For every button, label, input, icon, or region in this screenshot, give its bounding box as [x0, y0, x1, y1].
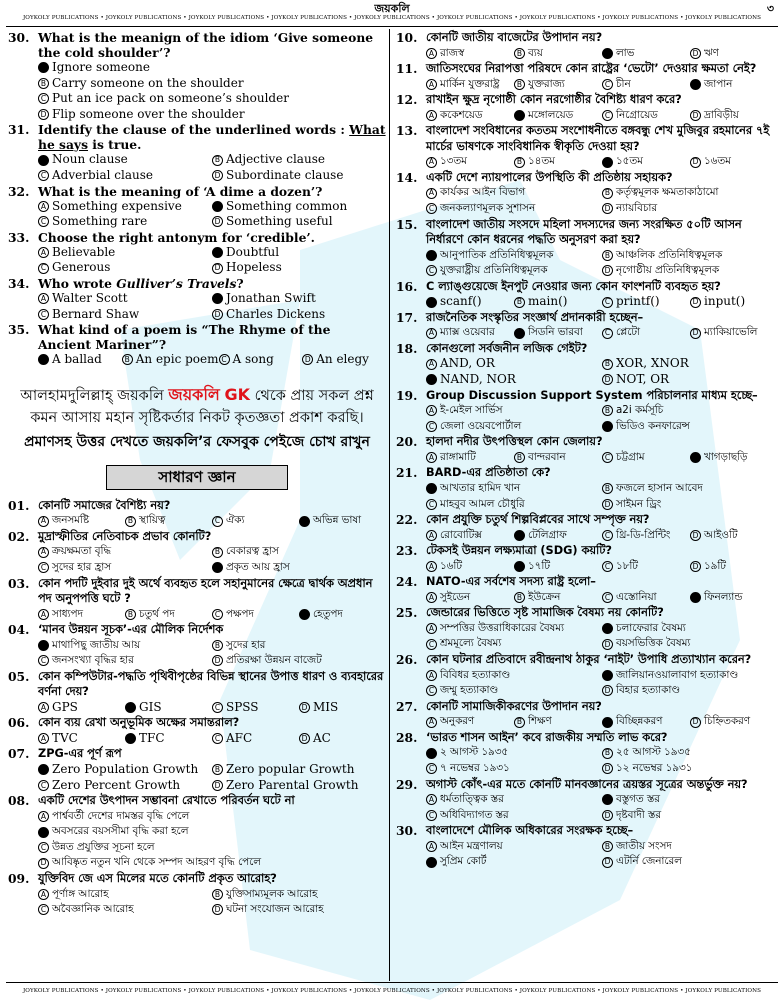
question-16: 16. C ল্যাঙ্গুয়েজে ইনপুট নেওয়ার জন্য কোন ফাংশনটি ব্যবহৃত হয়? scanf() B main() C printf() D input()	[396, 279, 778, 310]
option-a-marker: A	[426, 110, 437, 121]
option-d-marker: D	[302, 354, 313, 365]
question-text: কোনগুলো সর্বজনীন লজিক গেইট?	[426, 341, 588, 355]
question-25: 25. জেন্ডারের ভিত্তিতে সৃষ্ট সামাজিক বৈষম্য নয় কোনটি? A সম্পত্তির উত্তরাধিকারের বৈষম্য চলাফেরার বৈষম্য C শ্রমমূল্যে বৈষম্য D বয়সভিত্তিক বৈষম্য	[396, 605, 778, 652]
question-34: 34. Who wrote Gulliver’s Travels? A Walter Scott Jonathan Swift C Bernard Shaw D Charles Dickens	[8, 276, 386, 322]
answer-marker	[299, 609, 310, 620]
question-text: NATO-এর সর্বশেষ সদস্য রাষ্ট্র হলো–	[426, 575, 596, 589]
option-b-marker: B	[514, 717, 525, 728]
option-c-marker: C	[38, 170, 49, 181]
option-d-marker: D	[602, 374, 613, 385]
option-d-marker: D	[602, 857, 613, 868]
option-c-marker: C	[602, 79, 613, 90]
option-b-marker: B	[125, 516, 136, 527]
option-a-marker: A	[38, 201, 49, 212]
answer-marker	[426, 297, 437, 308]
option-c-marker: C	[426, 265, 437, 276]
question-01: 01. কোনটি সমাজের বৈশিষ্ট্য নয়? A জনসমষ্টি B স্থায়িত্ব C ঐক্য অভিন্ন ভাষা	[8, 498, 386, 529]
option-d-marker: D	[602, 763, 613, 774]
option-d-marker: D	[690, 328, 701, 339]
option-d-marker: D	[38, 109, 49, 120]
option-a-marker: A	[426, 79, 437, 90]
answer-marker	[514, 328, 525, 339]
answer-marker	[212, 562, 223, 573]
question-13: 13. বাংলাদেশ সংবিধানের কততম সংশোধনীতে বঙ্গবন্ধু শেখ মুজিবুর রহমানের ৭ই মার্চের ভাষণকে সাংবিধানিক স্বীকৃতি দেওয়া হয়? A ১৩তম B ১৪তম ১৫তম D ১৬তম	[396, 123, 778, 170]
option-d-marker: D	[690, 297, 701, 308]
option-d-marker: D	[690, 157, 701, 168]
answer-marker	[212, 293, 223, 304]
option-b-marker: B	[212, 547, 223, 558]
option-d-marker: D	[212, 170, 223, 181]
option-a-marker: A	[426, 794, 437, 805]
option-c-marker: C	[38, 904, 49, 915]
question-text: ‘মানব উন্নয়ন সূচক’-এর মৌলিক নির্দেশক	[38, 623, 224, 637]
option-d-marker: D	[602, 685, 613, 696]
option-d-marker: D	[690, 561, 701, 572]
question-29: 29. অগাস্ট কোঁৎ-এর মতে কোনটি মানবজ্ঞানের ত্রয়স্তর সূত্রের অন্তর্ভুক্ত নয়? A ধর্মতাত্ত্বিক স্তর বস্তুগত স্তর C অধিবিদ্যাগত স্তর D দৃষ্টবাদী স্তর	[396, 777, 778, 824]
answer-marker	[426, 483, 437, 494]
question-text: মুদ্রাস্ফীতির নেতিবাচক প্রভাব কোনটি?	[38, 529, 212, 543]
option-c-marker: C	[602, 561, 613, 572]
question-21: 21. BARD-এর প্রতিষ্ঠাতা কে? আখতার হামিদ খান B ফজলে হাসান আবেদ C মাহবুব আমল চৌধুরি D সাইমন ড্রিং	[396, 465, 778, 512]
answer-marker	[426, 374, 437, 385]
option-d-marker: D	[690, 530, 701, 541]
answer-marker	[602, 157, 613, 168]
answer-marker	[602, 794, 613, 805]
answer-marker	[602, 717, 613, 728]
option-c-marker: C	[602, 530, 613, 541]
option-c-marker: C	[602, 592, 613, 603]
answer-marker	[690, 592, 701, 603]
option-b-marker: B	[122, 354, 133, 365]
question-text: কোন কম্পিউটার-পদ্ধতি পৃথিবীপৃষ্ঠের বিভিন্ন স্থানের উপাত্ত ধারণ ও ব্যবহারের বর্ণনা দেয়?	[38, 669, 384, 699]
option-b-marker: B	[602, 188, 613, 199]
option-b-marker: B	[602, 405, 613, 416]
question-text: কোনটি সমাজের বৈশিষ্ট্য নয়?	[38, 498, 171, 512]
option-b-marker: B	[38, 78, 49, 89]
option-d-marker: D	[212, 780, 223, 791]
question-10: 10. কোনটি জাতীয় বাজেটের উপাদান নয়? A রাজস্ব B ব্যয় লাভ D ঋণ	[396, 30, 778, 61]
option-a-marker: A	[426, 530, 437, 541]
question-08: 08. একটি দেশের উৎপাদন সম্ভাবনা রেখাতে পরিবর্তন ঘটে না A পার্শ্ববর্তী দেশের দামস্তর বৃদ্ধি পেলে অবসরের বয়সসীমা বৃদ্ধি করা হলে C উন্নত প্রযুক্তির সূচনা হলে D আবিষ্কৃত নতুন খনি থেকে সম্পদ আহরণ বৃদ্ধি পেলে	[8, 793, 386, 871]
question-15: 15. বাংলাদেশ জাতীয় সংসদে মহিলা সদস্যদের জন্য সংরক্ষিত ৫০টি আসন নির্ধারণে কোন ধরনের পদ্ধতি অনুসরণ করা হয়? আনুপাতিক প্রতিনিধিত্বমূলক B আঞ্চলিক প্রতিনিধিত্বমূলক C যুক্তরাষ্ট্রীয় প্রতিনিধিত্বমূলক D নৃগোষ্ঠীয় প্রতিনিধিত্বমূলক	[396, 217, 778, 279]
answer-marker	[602, 48, 613, 59]
question-05: 05. কোন কম্পিউটার-পদ্ধতি পৃথিবীপৃষ্ঠের বিভিন্ন স্থানের উপাত্ত ধারণ ও ব্যবহারের বর্ণনা দেয়? A GPS GIS C SPSS D MIS	[8, 669, 386, 716]
option-c-marker: C	[426, 639, 437, 650]
question-text: BARD-এর প্রতিষ্ঠাতা কে?	[426, 466, 551, 480]
question-text: What is the meanign of the idiom ‘Give someone the cold shoulder’?	[38, 30, 374, 60]
option-c-marker: C	[38, 216, 49, 227]
option-b-marker: B	[514, 79, 525, 90]
option-b-marker: B	[212, 155, 223, 166]
question-text: What kind of a poem is “The Rhyme of the Ancient Mariner”?	[38, 322, 331, 353]
option-a-marker: A	[426, 717, 437, 728]
option-c-marker: C	[38, 780, 49, 791]
option-c-marker: C	[38, 309, 49, 320]
question-text: একটি দেশের উৎপাদন সম্ভাবনা রেখাতে পরিবর্তন ঘটে না	[38, 794, 295, 808]
option-a-marker: A	[38, 889, 49, 900]
answer-marker	[38, 640, 49, 651]
question-text: ZPG-এর পূর্ণ রূপ	[38, 747, 122, 761]
option-c-marker: C	[426, 203, 437, 214]
option-b-marker: B	[212, 640, 223, 651]
option-c-marker: C	[212, 702, 223, 713]
option-c-marker: C	[426, 763, 437, 774]
option-a-marker: A	[38, 733, 49, 744]
right-column	[396, 30, 778, 870]
question-text: বাংলাদেশে মৌলিক অধিকারের সংরক্ষক হচ্ছে–	[426, 824, 634, 838]
question-24: 24. NATO-এর সর্বশেষ সদস্য রাষ্ট্র হলো– A সুইডেন B ইউক্রেন C এস্তোনিয়া ফিনল্যান্ড	[396, 574, 778, 605]
answer-marker	[690, 79, 701, 90]
answer-marker	[514, 110, 525, 121]
question-text: Who wrote Gulliver’s Travels?	[38, 275, 244, 291]
answer-marker	[602, 421, 613, 432]
option-b-marker: B	[602, 748, 613, 759]
question-26: 26. কোন ঘটনার প্রতিবাদে রবীন্দ্রনাথ ঠাকুর ‘নাইট’ উপাধি প্রত্যাখ্যান করেন? A বিবিধর হত্যাকাণ্ড জালিয়ানওয়ালাবাগ হত্যাকাণ্ড C জম্মু হত্যাকাণ্ড D বিহার হত্যাকাণ্ড	[396, 652, 778, 699]
question-03: 03. কোন পদটি দুইবার দুই অর্থে ব্যবহৃত হলে সহানুমানের ক্ষেত্রে দ্বার্থক অপ্রধান পদ অনুপপত্তি ঘটে ? A সাধ্যপদ B চতুর্থ পদ C পক্ষপদ হেতুপদ	[8, 576, 386, 623]
option-d-marker: D	[212, 904, 223, 915]
question-12: 12. রাখাইন ক্ষুদ্র নৃগোষ্ঠী কোন নরগোষ্ঠীর বৈশিষ্ট্য ধারণ করে? A ককেশয়েড মঙ্গোলয়েড C নিগ্রোয়েড D দ্রাবিড়ীয়	[396, 92, 778, 123]
answer-marker	[299, 516, 310, 527]
option-a-marker: A	[426, 405, 437, 416]
answer-marker	[38, 764, 49, 775]
option-c-marker: C	[426, 421, 437, 432]
option-a-marker: A	[38, 811, 49, 822]
question-28: 28. ‘ভারত শাসন আইন’ কবে রাজকীয় সম্মতি লাভ করে? ২ আগস্ট ১৯৩৫ B ২৫ আগস্ট ১৯৩৫ C ৭ নভেম্বর ১৯৩১ D ১২ নভেম্বর ১৯৩১	[396, 730, 778, 777]
option-a-marker: A	[38, 516, 49, 527]
option-a-marker: A	[426, 157, 437, 168]
question-text: C ল্যাঙ্গুয়েজে ইনপুট নেওয়ার জন্য কোন ফাংশনটি ব্যবহৃত হয়?	[426, 279, 721, 293]
question-35: 35. What kind of a poem is “The Rhyme of the Ancient Mariner”? A ballad B An epic poem C A song D An elegy	[8, 322, 386, 368]
page-number: ৩	[766, 2, 774, 15]
option-a-marker: A	[426, 328, 437, 339]
option-d-marker: D	[212, 216, 223, 227]
question-33: 33. Choose the right antonym for ‘credible’. A Believable Doubtful C Generous D Hopeless	[8, 230, 386, 276]
question-07: 07. ZPG-এর পূর্ণ রূপ Zero Population Growth B Zero popular Growth C Zero Percent Growth D Zero Parental Growth	[8, 746, 386, 793]
option-a-marker: A	[426, 48, 437, 59]
question-31: 31. Identify the clause of the underlined words : What he says is true. Noun clause B Adjective clause C Adverbial clause D Subordinate clause	[8, 122, 386, 182]
top-rule	[6, 26, 778, 27]
question-30-gk: 30. বাংলাদেশে মৌলিক অধিকারের সংরক্ষক হচ্ছে– A আইন মন্ত্রণালয় B জাতীয় সংসদ সুপ্রিম কোর্ট D এটর্নি জেনারেল	[396, 823, 778, 870]
question-09: 09. যুক্তিবিদ জে এস মিলের মতে কোনটি প্রকৃত আরোহ? A পূর্ণাঙ্গ আরোহ B যুক্তিসাম্যমূলক আরোহ C অবৈজ্ঞানিক আরোহ D ঘটনা সংযোজন আরোহ	[8, 871, 386, 918]
option-c-marker: C	[426, 810, 437, 821]
option-b-marker: B	[125, 609, 136, 620]
question-19: 19. Group Discussion Support System পরিচালনার মাধ্যম হচ্ছে– A ই-মেইল সার্ভিস B a2i কর্মসূচি C জেলা ওয়েবপোর্টাল ভিডিও কনফারেন্স	[396, 388, 778, 435]
answer-marker	[514, 561, 525, 572]
question-text: কোন পদটি দুইবার দুই অর্থে ব্যবহৃত হলে সহানুমানের ক্ষেত্রে দ্বার্থক অপ্রধান পদ অনুপপত্তি ঘটে ?	[38, 576, 373, 605]
question-text: রাজনৈতিক সংস্কৃতির সংজ্ঞার্থ প্রদানকারী হচ্ছেন–	[426, 310, 644, 324]
question-text: কোন প্রযুক্তি চতুর্থ শিল্পবিপ্লবের সাথে সম্পৃক্ত নয়?	[426, 513, 650, 527]
option-b-marker: B	[602, 841, 613, 852]
option-c-marker: C	[212, 609, 223, 620]
option-d-marker: D	[690, 110, 701, 121]
answer-marker	[426, 748, 437, 759]
column-divider	[389, 29, 390, 981]
option-b-marker: B	[514, 157, 525, 168]
question-20: 20. হালদা নদীর উৎপত্তিস্থল কোন জেলায়? A রাঙ্গামাটি B বান্দরবান C চট্টগ্রাম খাগড়াছড়ি	[396, 434, 778, 465]
publisher-strip-top: JOYKOLY PUBLICATIONS • JOYKOLY PUBLICATIONS • JOYKOLY PUBLICATIONS • JOYKOLY PUBLICATIONS • JOYKOLY PUBLICATIONS • JOYKOLY PUBLICATIONS • JOYKOLY PUBLICATIONS • JOYKOLY PUBLICATIONS • JOYKOLY PUBLICATIONS	[22, 15, 762, 21]
option-b-marker: B	[602, 483, 613, 494]
publisher-strip-bottom: JOYKOLY PUBLICATIONS • JOYKOLY PUBLICATIONS • JOYKOLY PUBLICATIONS • JOYKOLY PUBLICATIONS • JOYKOLY PUBLICATIONS • JOYKOLY PUBLICATIONS • JOYKOLY PUBLICATIONS • JOYKOLY PUBLICATIONS • JOYKOLY PUBLICATIONS	[22, 988, 762, 994]
question-text: বাংলাদেশ জাতীয় সংসদে মহিলা সদস্যদের জন্য সংরক্ষিত ৫০টি আসন নির্ধারণে কোন ধরনের পদ্ধতি অনুসরণ করা হয়?	[426, 217, 742, 247]
question-text: What is the meaning of ‘A dime a dozen’?	[38, 183, 323, 199]
option-b-marker: B	[212, 764, 223, 775]
option-a-marker: A	[38, 609, 49, 620]
question-18: 18. কোনগুলো সর্বজনীন লজিক গেইট? A AND, OR B XOR, XNOR NAND, NOR D NOT, OR	[396, 341, 778, 388]
notice-line-2: কমন আসায় মহান সৃষ্টিকর্তার নিকট কৃতজ্ঞতা প্রকাশ করছি।	[30, 409, 364, 426]
question-02: 02. মুদ্রাস্ফীতির নেতিবাচক প্রভাব কোনটি? A ক্রয়ক্ষমতা বৃদ্ধি B বেকারত্ব হ্রাস C সুদের হার হ্রাস প্রকৃত আয় হ্রাস	[8, 529, 386, 576]
brand-gk: GK	[224, 384, 250, 404]
answer-marker	[125, 702, 136, 713]
option-a-marker: A	[426, 592, 437, 603]
question-text: হালদা নদীর উৎপত্তিস্থল কোন জেলায়?	[426, 435, 603, 449]
notice-line-3: প্রমাণসহ উত্তর দেখতে জয়কলি’র ফেসবুক পেইজে চোখ রাখুন	[24, 433, 370, 450]
option-b-marker: B	[514, 592, 525, 603]
answer-marker	[602, 670, 613, 681]
option-c-marker: C	[602, 110, 613, 121]
answer-marker	[212, 201, 223, 212]
underlined-words: What he says	[38, 122, 386, 153]
option-c-marker: C	[212, 733, 223, 744]
option-a-marker: A	[426, 841, 437, 852]
option-b-marker: B	[514, 297, 525, 308]
question-text: একটি দেশে ন্যায়পালের উপস্থিতি কী প্রতিষ্ঠায় সহায়ক?	[426, 170, 673, 184]
book-title: Gulliver’s Travels	[116, 275, 237, 291]
question-text: জাতিসংঘের নিরাপত্তা পরিষদে কোন রাষ্ট্রের ‘ভেটো’ দেওয়ার ক্ষমতা নেই?	[426, 62, 757, 76]
answer-marker	[38, 62, 49, 73]
option-c-marker: C	[602, 297, 613, 308]
page-header	[0, 0, 784, 14]
answer-marker	[602, 623, 613, 634]
option-d-marker: D	[602, 639, 613, 650]
answer-marker	[212, 247, 223, 258]
option-d-marker: D	[690, 717, 701, 728]
answer-marker	[38, 827, 49, 838]
question-text: টেকসই উন্নয়ন লক্ষ্যমাত্রা (SDG) কয়টি?	[426, 544, 612, 558]
question-27: 27. কোনটি সামাজিকীকরণের উপাদান নয়? A অনুকরণ B শিক্ষণ বিচ্ছিন্নকরণ D চিহ্নিতকরণ	[396, 699, 778, 730]
answer-marker	[38, 354, 49, 365]
question-text: বাংলাদেশ সংবিধানের কততম সংশোধনীতে বঙ্গবন্ধু শেখ মুজিবুর রহমানের ৭ই মার্চের ভাষণকে সাংবিধানিক স্বীকৃতি দেওয়া হয়?	[426, 124, 770, 153]
option-a-marker: A	[426, 188, 437, 199]
question-text: কোন ব্যয় রেখা অনুভূমিক অক্ষের সমান্তরাল?	[38, 716, 240, 730]
option-c-marker: C	[38, 842, 49, 853]
option-b-marker: B	[514, 452, 525, 463]
option-b-marker: B	[602, 250, 613, 261]
question-text: অগাস্ট কোঁৎ-এর মতে কোনটি মানবজ্ঞানের ত্রয়স্তর সূত্রের অন্তর্ভুক্ত নয়?	[426, 777, 748, 791]
answer-marker	[125, 733, 136, 744]
option-c-marker: C	[212, 516, 223, 527]
question-22: 22. কোন প্রযুক্তি চতুর্থ শিল্পবিপ্লবের সাথে সম্পৃক্ত নয়? A রোবোটিক্স টেলিগ্রাফ C থ্রি-ডি-প্রিন্টিং D আইওটি	[396, 512, 778, 543]
notice-line-1: আলহামদুলিল্লাহ্‌ জয়কলি জয়কলি GK থেকে প্রায় সকল প্রশ্ন	[20, 384, 374, 404]
option-a-marker: A	[426, 670, 437, 681]
answer-marker	[514, 530, 525, 541]
option-c-marker: C	[38, 93, 49, 104]
option-c-marker: C	[219, 354, 230, 365]
left-column	[8, 30, 386, 918]
option-d-marker: D	[38, 858, 49, 869]
question-text: কোনটি সামাজিকীকরণের উপাদান নয়?	[426, 699, 602, 713]
option-c-marker: C	[38, 562, 49, 573]
bottom-rule	[6, 982, 778, 983]
option-c-marker: C	[602, 452, 613, 463]
question-text: Identify the clause of the underlined words : What he says is true.	[38, 122, 386, 153]
option-c-marker: C	[426, 499, 437, 510]
option-d-marker: D	[690, 48, 701, 59]
question-text: জেন্ডারের ভিত্তিতে সৃষ্ট সামাজিক বৈষম্য নয় কোনটি?	[426, 606, 664, 620]
answer-marker	[38, 155, 49, 166]
brand-name: জয়কলি	[168, 384, 220, 404]
question-06: 06. কোন ব্যয় রেখা অনুভূমিক অক্ষের সমান্তরাল? A TVC TFC C AFC D AC	[8, 715, 386, 746]
option-d-marker: D	[602, 810, 613, 821]
option-d-marker: D	[602, 203, 613, 214]
option-d-marker: D	[212, 263, 223, 274]
question-text: Group Discussion Support System পরিচালনার মাধ্যম হচ্ছে–	[426, 388, 758, 402]
answer-marker	[426, 857, 437, 868]
question-text: যুক্তিবিদ জে এস মিলের মতে কোনটি প্রকৃত আরোহ?	[38, 872, 277, 886]
option-b-marker: B	[514, 48, 525, 59]
question-04: 04. ‘মানব উন্নয়ন সূচক’-এর মৌলিক নির্দেশক মাথাপিছু জাতীয় আয় B সুদের হার C জনসংখ্যা বৃদ্ধির হার D প্রতিরক্ষা উন্নয়ন বাজেট	[8, 622, 386, 669]
header-title: জয়কলি	[374, 2, 410, 15]
section-title: সাধারণ জ্ঞান	[106, 465, 288, 490]
option-d-marker: D	[299, 733, 310, 744]
option-a-marker: A	[38, 293, 49, 304]
option-c-marker: C	[38, 655, 49, 666]
question-30: 30. What is the meanign of the idiom ‘Give someone the cold shoulder’? Ignore someone B Carry someone on the shoulder C Put an ice pack on someone’s shoulder D Flip someone over the shoulder	[8, 30, 386, 122]
notice-box	[8, 384, 386, 453]
option-c-marker: C	[426, 685, 437, 696]
option-a-marker: A	[426, 452, 437, 463]
option-a-marker: A	[426, 561, 437, 572]
option-b-marker: B	[212, 889, 223, 900]
answer-marker	[426, 250, 437, 261]
question-text: কোন ঘটনার প্রতিবাদে রবীন্দ্রনাথ ঠাকুর ‘নাইট’ উপাধি প্রত্যাখ্যান করেন?	[426, 653, 752, 667]
question-text: রাখাইন ক্ষুদ্র নৃগোষ্ঠী কোন নরগোষ্ঠীর বৈশিষ্ট্য ধারণ করে?	[426, 93, 682, 107]
option-a-marker: A	[426, 623, 437, 634]
answer-marker	[690, 452, 701, 463]
option-a-marker: A	[426, 359, 437, 370]
question-text: কোনটি জাতীয় বাজেটের উপাদান নয়?	[426, 31, 603, 44]
option-a-marker: A	[38, 247, 49, 258]
option-d-marker: D	[212, 309, 223, 320]
option-c-marker: C	[602, 328, 613, 339]
question-11: 11. জাতিসংঘের নিরাপত্তা পরিষদে কোন রাষ্ট্রের ‘ভেটো’ দেওয়ার ক্ষমতা নেই? A মার্কিন যুক্তরাষ্ট্র B যুক্তরাজ্য C চীন জাপান	[396, 61, 778, 92]
question-text: ‘ভারত শাসন আইন’ কবে রাজকীয় সম্মতি লাভ করে?	[426, 730, 668, 744]
question-32: 32. What is the meaning of ‘A dime a dozen’? A Something expensive Something common C Something rare D Something useful	[8, 184, 386, 230]
option-a-marker: A	[38, 547, 49, 558]
option-c-marker: C	[38, 263, 49, 274]
option-a-marker: A	[38, 702, 49, 713]
option-b-marker: B	[602, 359, 613, 370]
option-d-marker: D	[602, 265, 613, 276]
question-23: 23. টেকসই উন্নয়ন লক্ষ্যমাত্রা (SDG) কয়টি? A ১৬টি ১৭টি C ১৮টি D ১৯টি	[396, 543, 778, 574]
option-d-marker: D	[299, 702, 310, 713]
option-d-marker: D	[602, 499, 613, 510]
question-17: 17. রাজনৈতিক সংস্কৃতির সংজ্ঞার্থ প্রদানকারী হচ্ছেন– A ম্যাক্স ওয়েবার সিডনি ভারবা C প্লেটো D ম্যাকিয়াভেলি	[396, 310, 778, 341]
question-14: 14. একটি দেশে ন্যায়পালের উপস্থিতি কী প্রতিষ্ঠায় সহায়ক? A কার্যকর আইন বিভাগ B কর্তৃত্বমূলক ক্ষমতাকাঠামো C জনকল্যাণমূলক সুশাসন D ন্যায়বিচার	[396, 170, 778, 217]
question-text: Choose the right antonym for ‘credible’.	[38, 229, 315, 245]
option-d-marker: D	[212, 655, 223, 666]
